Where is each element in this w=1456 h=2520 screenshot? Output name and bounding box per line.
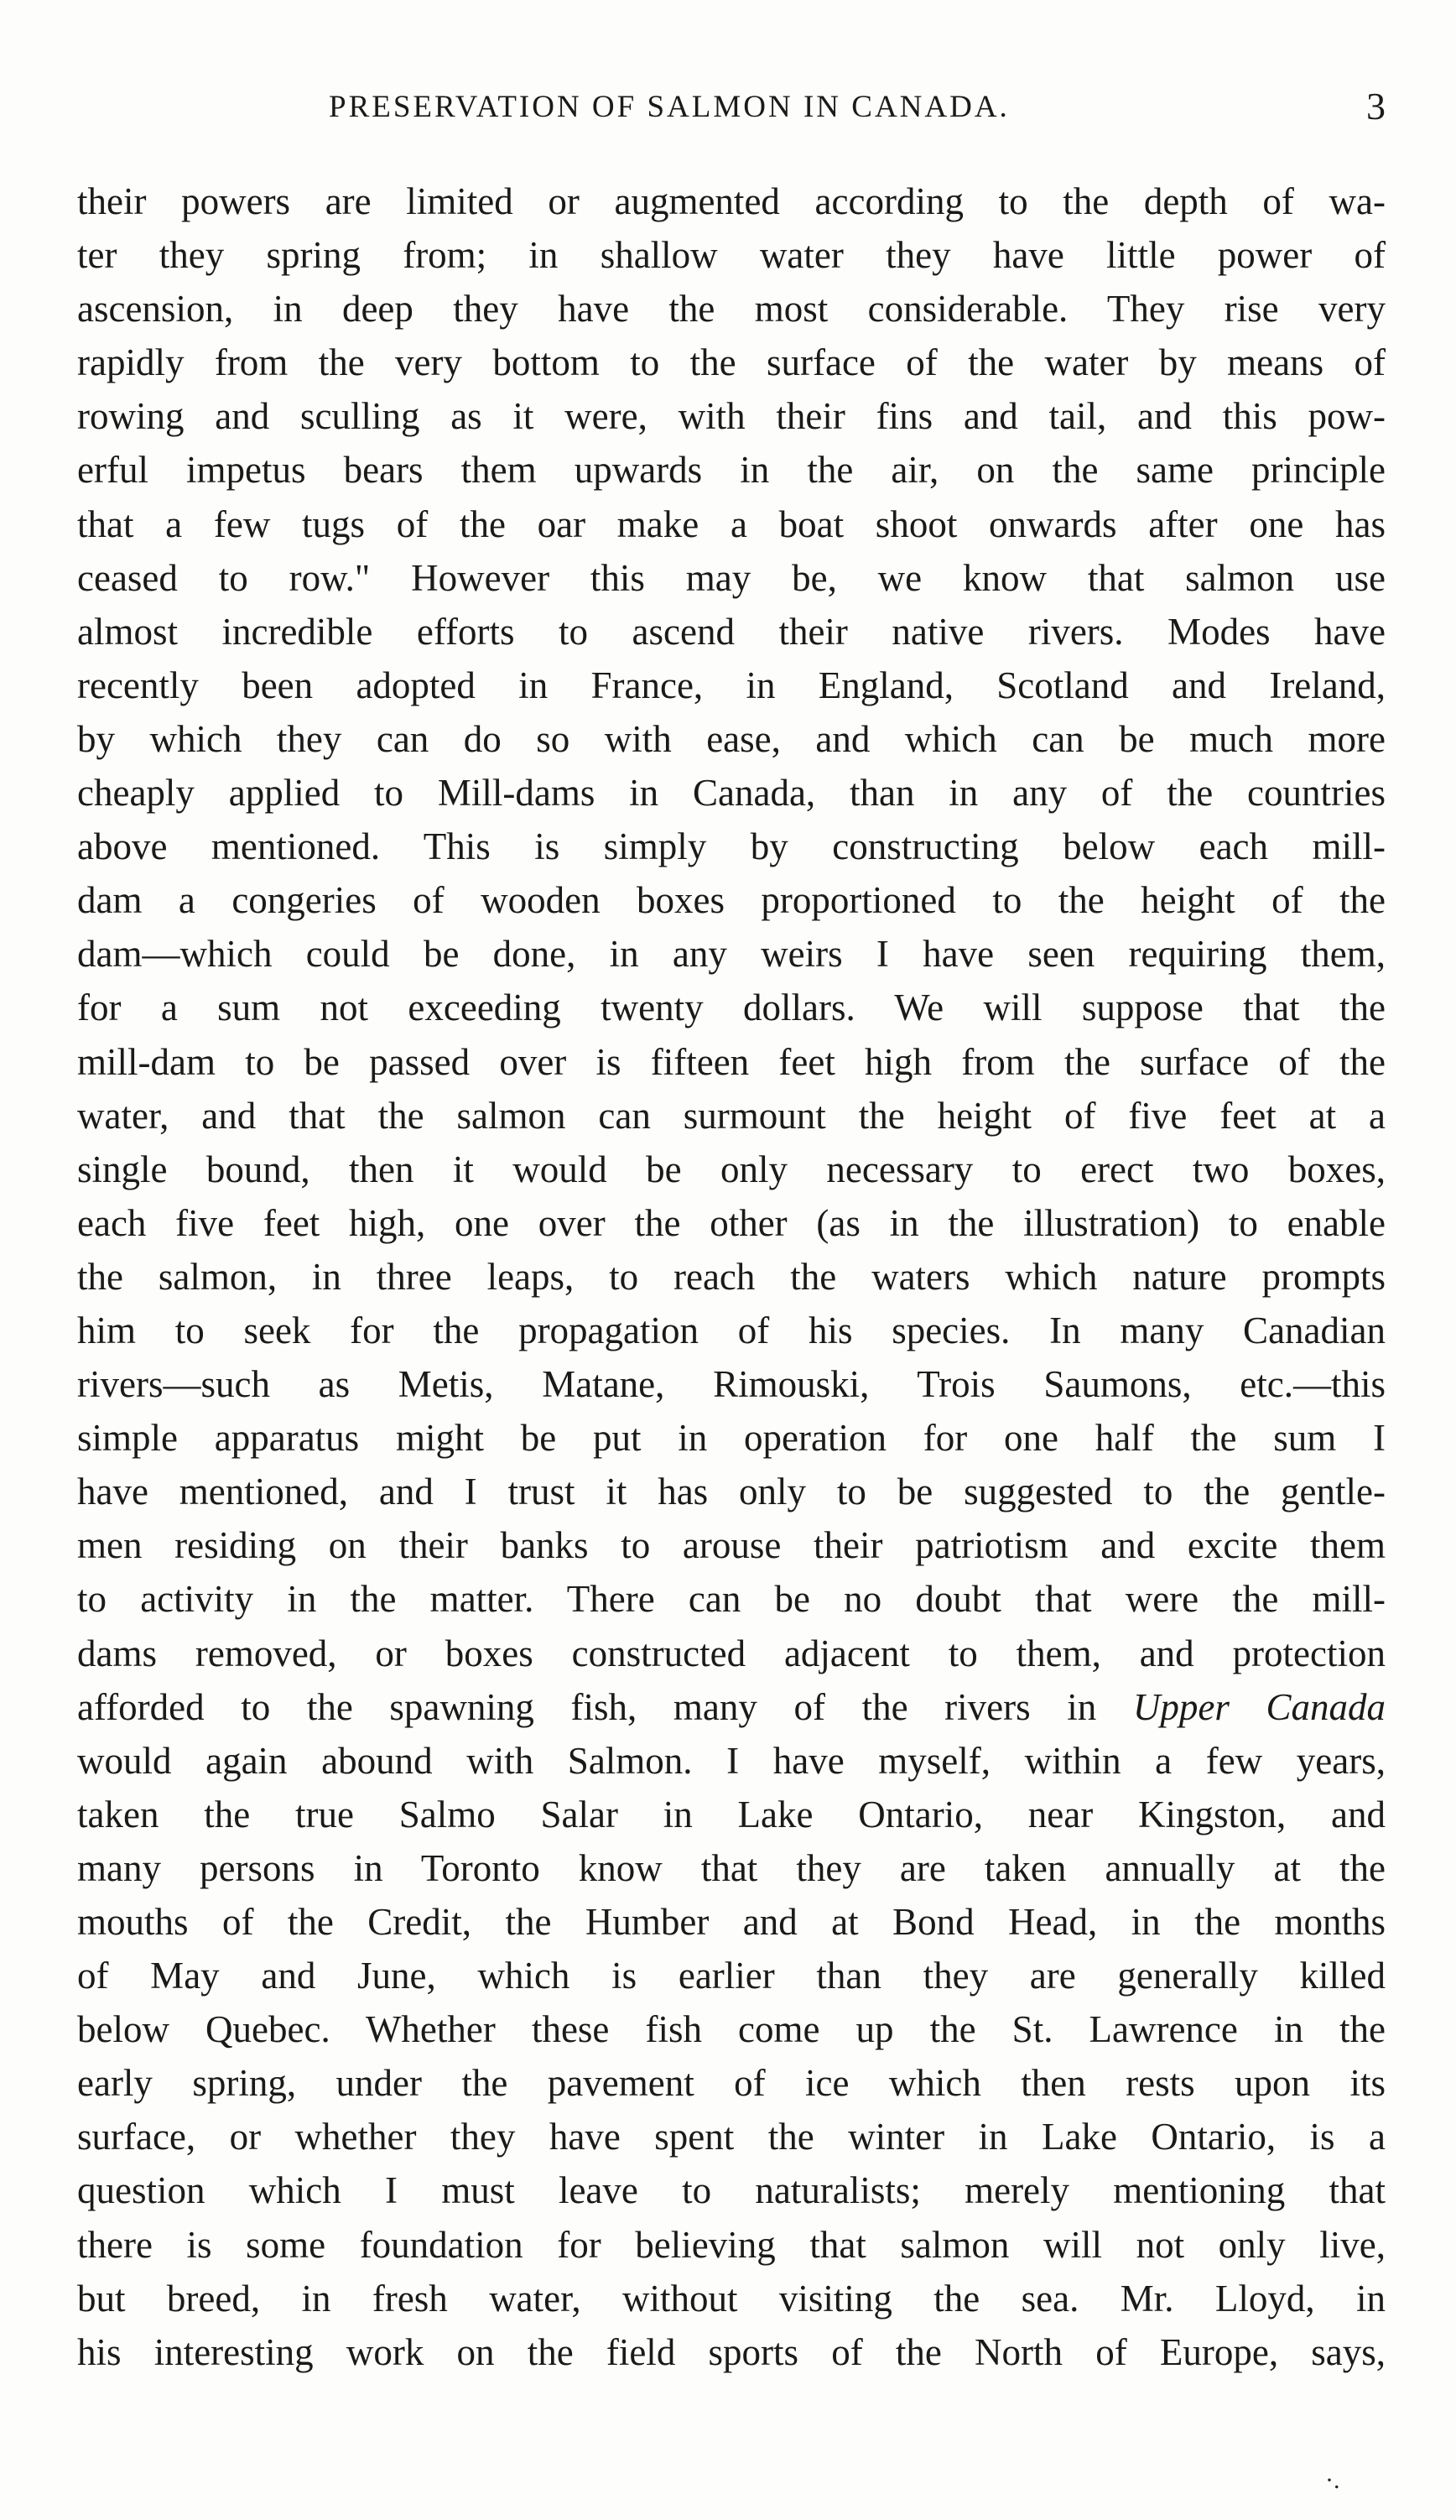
text-line: ceased to row." However this may be, we know that salmon use: [77, 556, 1386, 599]
text-line: have mentioned, and I trust it has only to be suggested to the gentle-: [77, 1471, 1386, 1513]
text-line-segment: afforded to the spawning fish, many of the rivers in: [77, 1685, 1133, 1728]
text-line: by which they can do so with ease, and which can be much more: [77, 717, 1386, 760]
text-line: rivers—such as Metis, Matane, Rimouski, Trois Saumons, etc.—this: [77, 1363, 1386, 1406]
text-line: rowing and sculling as it were, with their fins and tail, and this pow-: [77, 395, 1386, 438]
text-line: ter they spring from; in shallow water they have little power of: [77, 234, 1386, 277]
page-number: 3: [1366, 85, 1386, 128]
text-line: that a few tugs of the oar make a boat shoot onwards after one has: [77, 502, 1386, 545]
text-line: for a sum not exceeding twenty dollars. We will suppose that the: [77, 987, 1386, 1029]
text-line: of May and June, which is earlier than they are generally killed: [77, 1955, 1386, 1997]
text-line: mill-dam to be passed over is fifteen feet high from the surface of the: [77, 1040, 1386, 1083]
text-line: to activity in the matter. There can be no doubt that were the mill-: [77, 1578, 1386, 1621]
text-line: recently been adopted in France, in England, Scotland and Ireland,: [77, 664, 1386, 706]
body-text: [77, 174, 1386, 2379]
text-line: the salmon, in three leaps, to reach the waters which nature prompts: [77, 1255, 1386, 1298]
text-line: almost incredible efforts to ascend their native rivers. Modes have: [77, 610, 1386, 653]
text-line: question which I must leave to naturalists; merely mentioning that: [77, 2169, 1386, 2212]
text-line: him to seek for the propagation of his species. In many Canadian: [77, 1309, 1386, 1351]
italic-place-name: Upper Canada: [1132, 1685, 1386, 1728]
text-line: water, and that the salmon can surmount the height of five feet at a: [77, 1094, 1386, 1137]
page-header: [77, 85, 1386, 139]
text-line: taken the true Salmo Salar in Lake Ontario, near Kingston, and: [77, 1793, 1386, 1835]
text-line: cheaply applied to Mill-dams in Canada, than in any of the countries: [77, 772, 1386, 815]
text-line: dams removed, or boxes constructed adjacent to them, and protection: [77, 1632, 1386, 1674]
text-line: simple apparatus might be put in operation for one half the sum I: [77, 1417, 1386, 1460]
text-line: but breed, in fresh water, without visiting the sea. Mr. Lloyd, in: [77, 2277, 1386, 2320]
text-line: rapidly from the very bottom to the surface of the water by means of: [77, 341, 1386, 384]
running-head: PRESERVATION OF SALMON IN CANADA.: [329, 90, 1010, 124]
text-line: many persons in Toronto know that they are taken annually at the: [77, 1846, 1386, 1889]
text-line: would again abound with Salmon. I have myself, within a few years,: [77, 1739, 1386, 1782]
text-line: surface, or whether they have spent the winter in Lake Ontario, is a: [77, 2116, 1386, 2158]
text-line: ascension, in deep they have the most considerable. They rise very: [77, 288, 1386, 331]
text-line: early spring, under the pavement of ice which then rests upon its: [77, 2062, 1386, 2105]
text-line: his interesting work on the field sports of the North of Europe, says,: [77, 2330, 1386, 2373]
text-line: above mentioned. This is simply by constructing below each mill-: [77, 825, 1386, 868]
text-line: mouths of the Credit, the Humber and at Bond Head, in the months: [77, 1901, 1386, 1943]
text-line: dam—which could be done, in any weirs I have seen requiring them,: [77, 933, 1386, 976]
text-line: there is some foundation for believing that salmon will not only live,: [77, 2223, 1386, 2266]
print-speck: ·.: [1325, 2466, 1340, 2494]
text-line-with-italic: [77, 1680, 1386, 1734]
text-line: erful impetus bears them upwards in the air, on the same principle: [77, 449, 1386, 492]
text-line: men residing on their banks to arouse their patriotism and excite them: [77, 1524, 1386, 1567]
text-line: each five feet high, one over the other (as in the illustration) to enable: [77, 1201, 1386, 1244]
text-line: dam a congeries of wooden boxes proportioned to the height of the: [77, 879, 1386, 922]
text-line: below Quebec. Whether these fish come up the St. Lawrence in the: [77, 2008, 1386, 2051]
text-line: their powers are limited or augmented according to the depth of wa-: [77, 180, 1386, 222]
text-line: single bound, then it would be only necessary to erect two boxes,: [77, 1148, 1386, 1190]
